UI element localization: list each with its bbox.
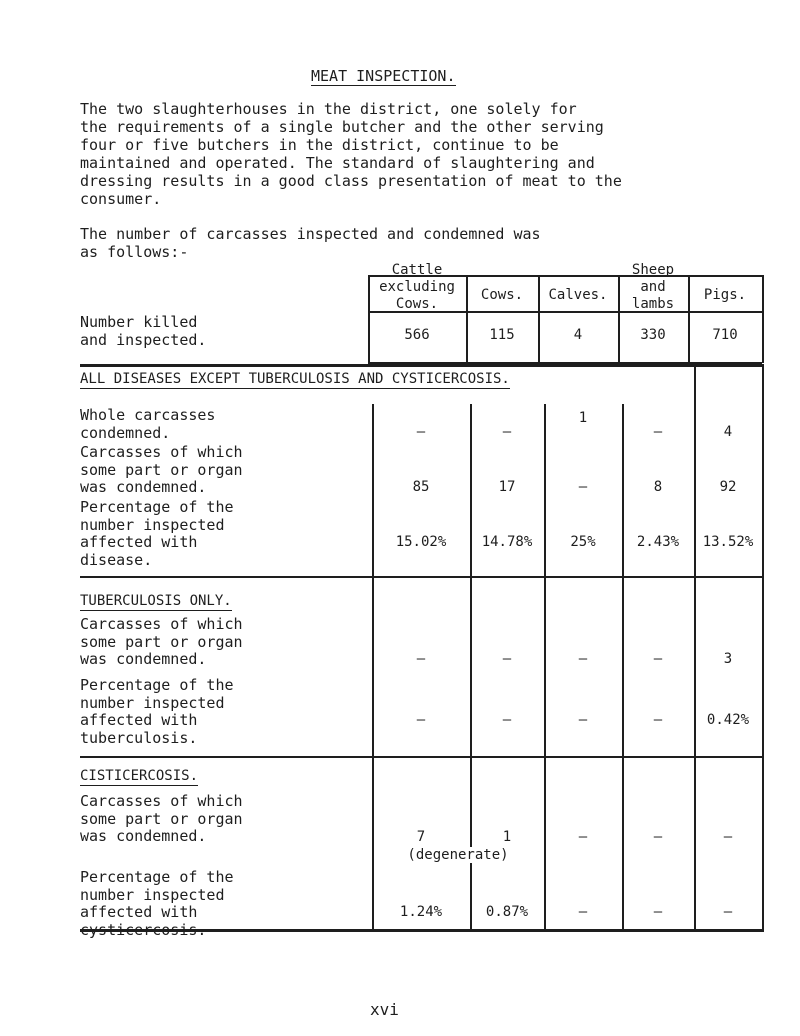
- cell: –: [578, 829, 588, 845]
- col-header-cows: Cows.: [480, 287, 524, 303]
- cell: 92: [719, 479, 737, 495]
- col-header-pigs: Pigs.: [703, 287, 747, 303]
- cell: –: [653, 424, 663, 440]
- cell: –: [723, 829, 733, 845]
- cell: 1: [578, 410, 588, 426]
- cell: –: [653, 651, 663, 667]
- killed-label: Number killed and inspected.: [80, 313, 207, 349]
- section-heading-cisticercosis: CISTICERCOSIS.: [80, 768, 199, 784]
- killed-cattle: 566: [404, 327, 430, 343]
- cell: 14.78%: [481, 534, 533, 550]
- cell: 8: [653, 479, 663, 495]
- row-label: Percentage of the number inspected affected with cysticercosis.: [80, 868, 234, 939]
- cell: 0.87%: [485, 904, 529, 920]
- row-label: Carcasses of which some part or organ was condemned.: [80, 443, 243, 496]
- cell: 2.43%: [636, 534, 680, 550]
- cell: 17: [498, 479, 516, 495]
- row-label: Carcasses of which some part or organ was condemned.: [80, 615, 243, 668]
- killed-cows: 115: [489, 327, 515, 343]
- cell: 3: [723, 651, 733, 667]
- cell: –: [653, 829, 663, 845]
- cell: –: [578, 651, 588, 667]
- cell: –: [502, 424, 512, 440]
- cell: –: [653, 712, 663, 728]
- cell: 13.52%: [702, 534, 754, 550]
- cell: –: [502, 712, 512, 728]
- cell: –: [723, 904, 733, 920]
- killed-calves: 4: [573, 327, 583, 343]
- row-label: Carcasses of which some part or organ was condemned.: [80, 792, 243, 845]
- lead-paragraph: The number of carcasses inspected and condemned was as follows:-: [80, 225, 541, 261]
- row-label: Whole carcasses condemned.: [80, 406, 216, 442]
- row-label: Percentage of the number inspected affected with disease.: [80, 498, 234, 569]
- cell: –: [653, 904, 663, 920]
- cell: 85: [412, 479, 430, 495]
- cell: 15.02%: [395, 534, 447, 550]
- degenerate-note: (degenerate): [395, 847, 521, 863]
- cell: 1.24%: [399, 904, 443, 920]
- col-header-cattle: Cattle excluding Cows.: [379, 262, 455, 312]
- section-heading-tuberculosis: TUBERCULOSIS ONLY.: [80, 593, 232, 609]
- cell: 25%: [570, 534, 596, 550]
- cell: –: [578, 479, 588, 495]
- cell: –: [416, 712, 426, 728]
- section-heading-all-diseases: ALL DISEASES EXCEPT TUBERCULOSIS AND CYSTICERCOSIS.: [80, 371, 510, 387]
- col-header-calves: Calves.: [548, 287, 608, 303]
- cell: –: [578, 712, 588, 728]
- page-title: MEAT INSPECTION.: [311, 67, 456, 85]
- cell: –: [502, 651, 512, 667]
- row-label: Percentage of the number inspected affected with tuberculosis.: [80, 676, 234, 747]
- killed-pigs: 710: [712, 327, 738, 343]
- intro-paragraph: The two slaughterhouses in the district, one solely for the requirements of a single butcher and the other serving four or five butchers in the district, continue to be maintained and operated. The standard of slaughtering and dressing results in a good class presentation of meat to the consumer.: [80, 100, 622, 208]
- cell: –: [416, 424, 426, 440]
- killed-sheep: 330: [640, 327, 666, 343]
- cell: 1: [502, 829, 512, 845]
- col-header-sheep: Sheep and lambs: [631, 262, 675, 312]
- cell: 0.42%: [706, 712, 750, 728]
- cell: –: [416, 651, 426, 667]
- cell: –: [578, 904, 588, 920]
- cell: 4: [723, 424, 733, 440]
- page-number: xvi: [370, 1000, 399, 1019]
- cell: 7: [416, 829, 426, 845]
